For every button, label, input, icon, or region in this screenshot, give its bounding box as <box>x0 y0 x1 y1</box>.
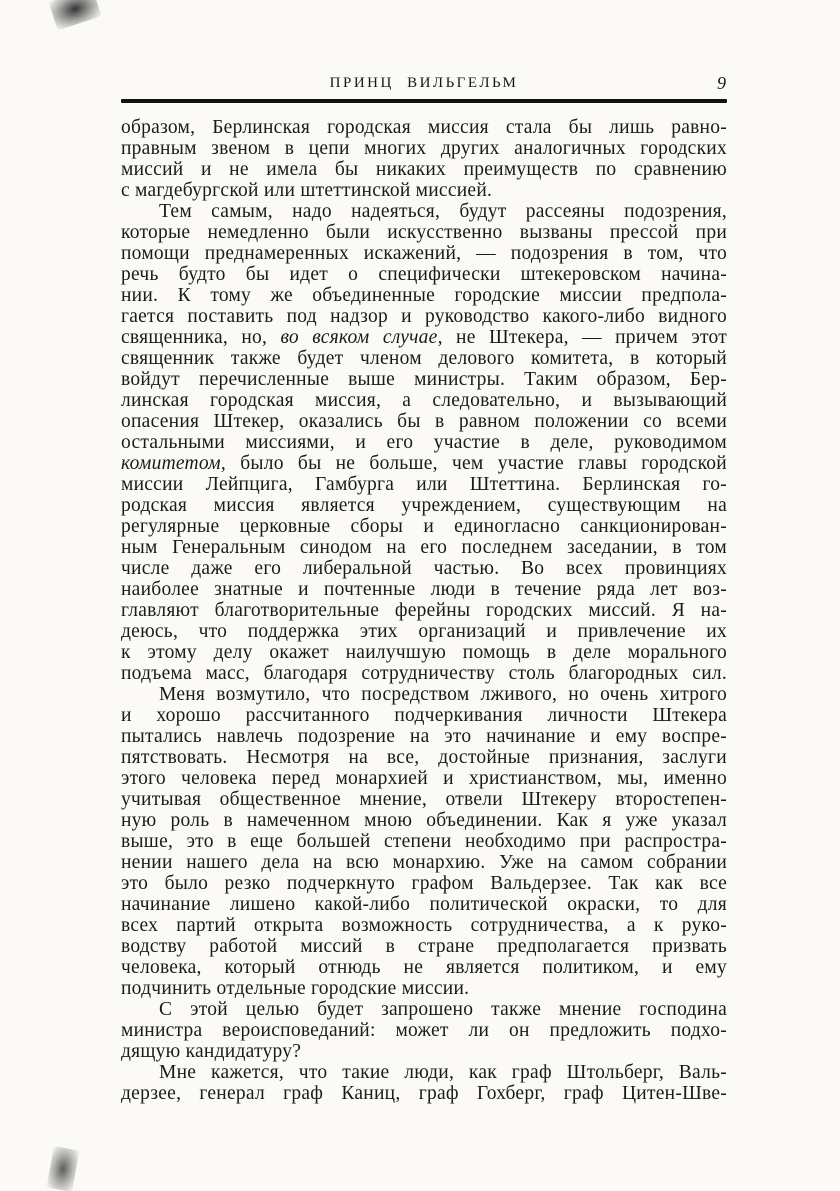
running-header <box>121 73 727 94</box>
text-line <box>121 894 727 915</box>
text-line <box>121 957 727 978</box>
paragraph <box>121 1062 727 1104</box>
body-text-segment: нении нашего дела на всю монархию. Уже на самом собрании <box>121 852 727 873</box>
body-text-segment: опасения Штекер, оказались бы в равном положении со всеми <box>121 411 727 432</box>
text-line <box>121 705 727 726</box>
body-text-segment: гается поставить под надзор и руководство какого-либо видного <box>121 306 727 327</box>
body-text-segment: числе даже его либеральной частью. Во всех провинциях <box>121 558 727 579</box>
body-text-segment: С этой целью будет запрошено также мнение господина <box>159 999 727 1020</box>
text-line <box>121 915 727 936</box>
text-line <box>121 306 727 327</box>
body-text-segment: образом, Берлинская городская миссия стала бы лишь равно- <box>121 117 727 138</box>
body-text-segment: человека, который отнюдь не является политиком, и ему <box>121 957 727 978</box>
text-line <box>121 285 727 306</box>
text-line <box>121 327 727 348</box>
body-text-segment: к этому делу окажет наилучшую помощь в деле морального <box>121 642 727 663</box>
text-line <box>121 768 727 789</box>
text-line <box>121 159 727 180</box>
text-line <box>121 663 727 684</box>
text-line <box>121 852 727 873</box>
body-text-segment: остальными миссиями, и его участие в деле, руководимом <box>121 432 727 453</box>
body-text-segment: ным Генеральным синодом на его последнем заседании, в том <box>121 537 727 558</box>
body-text-segment: родская миссия является учреждением, существующим на <box>121 495 727 516</box>
text-line <box>121 180 727 201</box>
text-line <box>121 243 727 264</box>
header-title: ПРИНЦ ВИЛЬГЕЛЬМ <box>329 75 519 91</box>
text-line <box>121 789 727 810</box>
header-rule <box>121 99 727 103</box>
body-text-segment: войдут перечисленные выше министры. Таким образом, Бер- <box>121 369 727 390</box>
body-text-segment: регулярные церковные сборы и единогласно санкционирован- <box>121 516 727 537</box>
text-line <box>121 264 727 285</box>
body-text-segment: линская городская миссия, а следовательно, и вызывающий <box>121 390 727 411</box>
body-text <box>121 117 727 1104</box>
paragraph <box>121 117 727 201</box>
body-text-segment: наиболее знатные и почтенные люди в течение ряда лет воз- <box>121 579 727 600</box>
body-text-segment: главляют благотворительные ферейны городских миссий. Я на- <box>121 600 727 621</box>
body-text-segment: правным звеном в цепи многих других аналогичных городских <box>121 138 727 159</box>
body-text-segment: всех партий открыта возможность сотрудничества, а к руко- <box>121 915 727 936</box>
italic-text: комитетом, <box>121 453 226 474</box>
body-text-segment: этого человека перед монархией и христианством, мы, именно <box>121 768 727 789</box>
text-line <box>121 453 727 474</box>
scan-artifact-bottom <box>47 1146 80 1191</box>
body-text-segment: пытались навлечь подозрение на это начинание и ему воспре- <box>121 726 727 747</box>
text-line <box>121 117 727 138</box>
text-line <box>121 411 727 432</box>
body-text-segment: дерзее, генерал граф Каниц, граф Гохберг, граф Цитен-Шве- <box>121 1083 727 1104</box>
text-line <box>121 747 727 768</box>
body-text-segment: священника, но, <box>121 327 281 348</box>
text-line <box>121 642 727 663</box>
paragraph <box>121 999 727 1062</box>
body-text-segment: не Штекера, — причем этот <box>442 327 727 348</box>
body-text-segment: миссий и не имела бы никаких преимуществ по сравнению <box>121 159 727 180</box>
body-text-segment: подъема масс, благодаря сотрудничеству столь благородных сил. <box>121 663 727 684</box>
body-text-segment: министра вероисповеданий: может ли он предложить подхо- <box>121 1020 727 1041</box>
text-line <box>121 1083 727 1104</box>
text-line <box>121 558 727 579</box>
text-line <box>121 222 727 243</box>
text-line <box>121 1062 727 1083</box>
paragraph <box>121 684 727 999</box>
body-text-segment: речь будто бы идет о специфически штекеровском начина- <box>121 264 727 285</box>
text-line <box>121 726 727 747</box>
text-line <box>121 621 727 642</box>
text-line <box>121 600 727 621</box>
body-text-segment: которые немедленно были искусственно вызваны прессой при <box>121 222 727 243</box>
text-line <box>121 516 727 537</box>
body-text-segment: выше, это в еще большей степени необходимо при распростра- <box>121 831 727 852</box>
text-line <box>121 810 727 831</box>
body-text-segment: дящую кандидатуру? <box>121 1041 302 1062</box>
text-line <box>121 873 727 894</box>
page-number: 9 <box>717 73 726 93</box>
body-text-segment: нии. К тому же объединенные городские миссии предпола- <box>121 285 727 306</box>
body-text-segment: и хорошо рассчитанного подчеркивания личности Штекера <box>121 705 727 726</box>
body-text-segment: Тем самым, надо надеяться, будут рассеяны подозрения, <box>159 201 727 222</box>
text-line <box>121 831 727 852</box>
text-line <box>121 432 727 453</box>
body-text-segment: Меня возмутило, что посредством лживого, но очень хитрого <box>159 684 727 705</box>
body-text-segment: было бы не больше, чем участие главы городской <box>225 453 727 474</box>
text-line <box>121 348 727 369</box>
text-line <box>121 495 727 516</box>
text-line <box>121 390 727 411</box>
body-text-segment: с магдебургской или штеттинской миссией. <box>121 180 493 201</box>
body-text-segment: водству работой миссий в стране предполагается призвать <box>121 936 727 957</box>
text-line <box>121 369 727 390</box>
text-line <box>121 474 727 495</box>
scan-artifact-top <box>48 0 101 30</box>
body-text-segment: ную роль в намеченном мною объединении. Как я уже указал <box>121 810 727 831</box>
text-line <box>121 1020 727 1041</box>
body-text-segment: подчинить отдельные городские миссии. <box>121 978 470 999</box>
body-text-segment: миссии Лейпцига, Гамбурга или Штеттина. Берлинская го- <box>121 474 727 495</box>
body-text-segment: помощи преднамеренных искажений, — подозрения в том, что <box>121 243 727 264</box>
text-line <box>121 579 727 600</box>
text-line <box>121 978 727 999</box>
body-text-segment: священник также будет членом делового комитета, в который <box>121 348 727 369</box>
text-line <box>121 684 727 705</box>
body-text-segment: начинание лишено какой-либо политической окраски, то для <box>121 894 727 915</box>
text-line <box>121 201 727 222</box>
italic-text: во всяком случае, <box>280 327 443 348</box>
body-text-segment: пятствовать. Несмотря на все, достойные признания, заслуги <box>121 747 727 768</box>
body-text-segment: Мне кажется, что такие люди, как граф Штольберг, Валь- <box>159 1062 727 1083</box>
text-line <box>121 138 727 159</box>
text-line <box>121 936 727 957</box>
body-text-segment: деюсь, что поддержка этих организаций и привлечение их <box>121 621 727 642</box>
paragraph <box>121 201 727 684</box>
text-line <box>121 537 727 558</box>
text-line <box>121 1041 727 1062</box>
page-content <box>121 73 727 1104</box>
body-text-segment: учитывая общественное мнение, отвели Штекеру второстепен- <box>121 789 727 810</box>
text-line <box>121 999 727 1020</box>
body-text-segment: это было резко подчеркнуто графом Вальдерзее. Так как все <box>121 873 727 894</box>
